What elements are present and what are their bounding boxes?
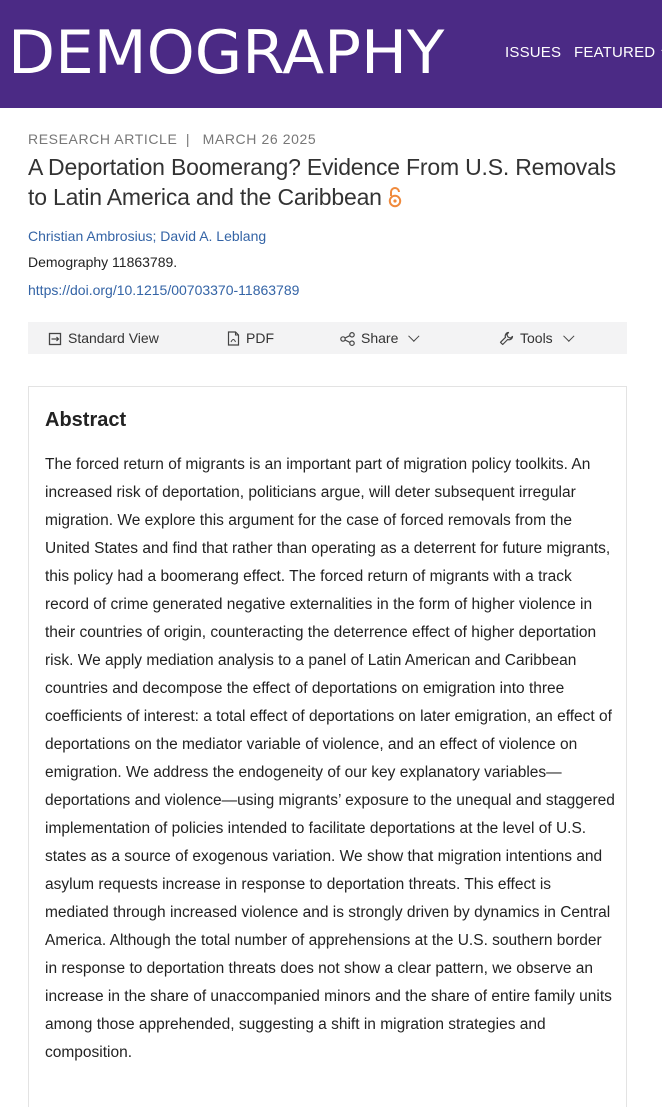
standard-view-icon bbox=[48, 332, 62, 346]
article-title bbox=[28, 152, 628, 215]
open-access-icon bbox=[388, 185, 402, 215]
chevron-down-icon bbox=[563, 331, 574, 342]
article-title-text: A Deportation Boomerang? Evidence From U.S. Removals to Latin America and the Caribbean bbox=[28, 154, 616, 210]
pdf-icon bbox=[227, 331, 240, 346]
author-link[interactable]: David A. Leblang bbox=[160, 228, 266, 244]
author-list bbox=[28, 228, 266, 244]
nav-issues[interactable]: ISSUES bbox=[505, 44, 561, 64]
chevron-down-icon bbox=[409, 331, 420, 342]
article-date: MARCH 26 2025 bbox=[203, 131, 317, 147]
journal-citation: Demography 11863789. bbox=[28, 254, 177, 270]
meta-separator: | bbox=[186, 131, 190, 147]
abstract-text: The forced return of migrants is an important part of migration policy toolkits. An increased risk of deportation, politicians argue, will deter subsequent irregular migration. We explore this argument for the case of forced removals from the United States and find that rather than operating as a deterrent for future migrants, this policy had a boomerang effect. The forced return of migrants with a track record of crime generated negative externalities in the form of higher violence in their countries of origin, counteracting the deterrence effect of higher deportation risk. We apply mediation analysis to a panel of Latin American and Caribbean countries and decompose the effect of deportations on emigration into three coefficients of interest: a total effect of deportations on later emigration, an effect of deportations on the mediator variable of violence, and an effect of violence on emigration. We address the endogeneity of our key explanatory variables—deportations and violence—using migrants’ exposure to the unequal and staggered implementation of policies intended to facilitate deportations at the level of U.S. states as a source of exogenous variation. We show that migration intentions and asylum requests increase in response to deportation threats. This effect is mediated through increased violence and is strongly driven by dynamics in Central America. Although the total number of apprehensions at the U.S. southern border in response to deportation threats does not show a clear pattern, we observe an increase in the share of unaccompanied minors and the share of entire family units among those apprehended, suggesting a shift in migration strategies and composition. bbox=[45, 451, 617, 1067]
journal-logo[interactable]: DEMOGRAPHY bbox=[8, 14, 444, 92]
tools-label: Tools bbox=[520, 330, 553, 346]
nav-featured-label: FEATURED bbox=[574, 44, 655, 61]
tools-button[interactable] bbox=[499, 322, 570, 354]
share-icon bbox=[340, 332, 355, 346]
standard-view-button[interactable] bbox=[48, 322, 159, 354]
pdf-label: PDF bbox=[246, 330, 274, 346]
article-meta bbox=[28, 131, 316, 147]
article-toolbar bbox=[28, 322, 627, 354]
share-label: Share bbox=[361, 330, 398, 346]
doi-link[interactable]: https://doi.org/10.1215/00703370-11863789 bbox=[28, 282, 299, 298]
share-button[interactable] bbox=[340, 322, 415, 354]
abstract-section bbox=[28, 386, 627, 1107]
article-type: RESEARCH ARTICLE bbox=[28, 131, 177, 147]
standard-view-label: Standard View bbox=[68, 330, 159, 346]
abstract-heading: Abstract bbox=[45, 409, 126, 432]
nav-featured[interactable] bbox=[574, 44, 662, 64]
wrench-icon bbox=[499, 331, 514, 346]
pdf-button[interactable] bbox=[227, 322, 274, 354]
author-separator: ; bbox=[153, 228, 157, 244]
author-link[interactable]: Christian Ambrosius bbox=[28, 228, 153, 244]
site-header bbox=[0, 0, 662, 108]
